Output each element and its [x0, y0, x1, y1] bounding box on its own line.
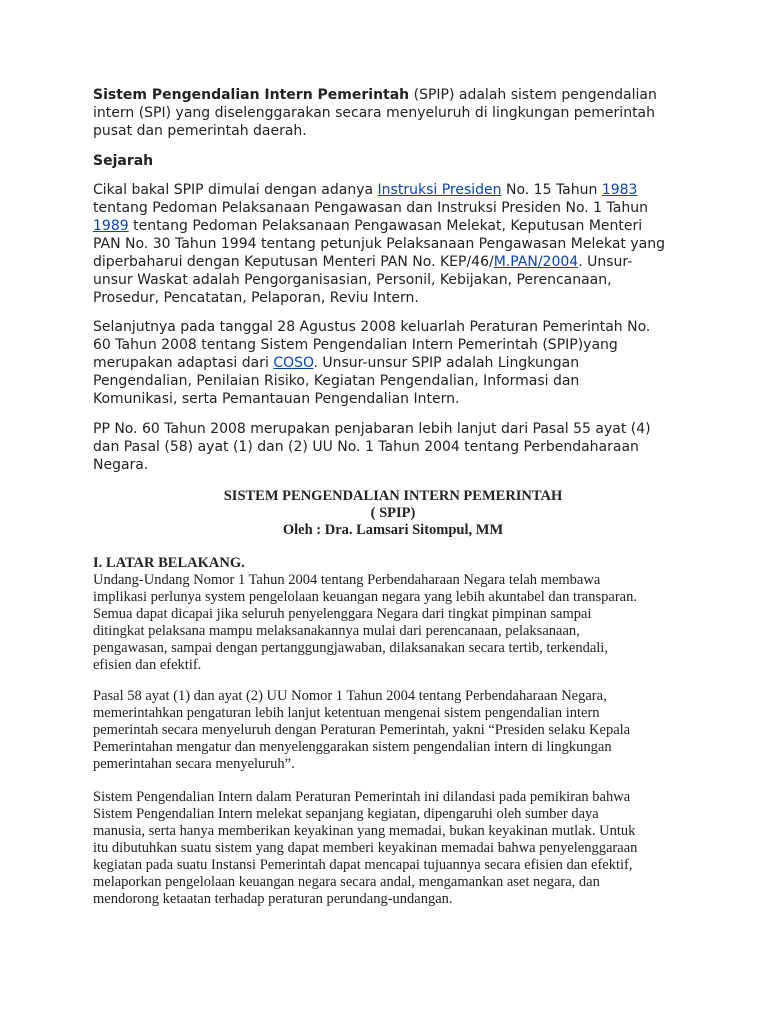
s1-line: efisien dan efektif.: [93, 657, 202, 673]
link-1989[interactable]: 1989: [93, 218, 129, 234]
p3-line-3: Negara.: [93, 457, 149, 473]
link-coso[interactable]: COSO: [273, 355, 314, 371]
p1-line-1: Cikal bakal SPIP dimulai dengan adanya Instruksi Presiden No. 15 Tahun 1983: [93, 182, 638, 198]
intro-line-1: Sistem Pengendalian Intern Pemerintah (SPIP) adalah sistem pengendalian: [93, 87, 657, 103]
latar-paragraph-1: [93, 572, 693, 674]
s3-line: Sistem Pengendalian Intern dalam Peraturan Pemerintah ini dilandasi pada pemikiran bahwa: [93, 789, 631, 805]
p3-line-2: dan Pasal (58) ayat (1) dan (2) UU No. 1 Tahun 2004 tentang Perbendaharaan: [93, 439, 639, 455]
s1-line: implikasi perlunya system pengelolaan keuangan negara yang lebih akuntabel dan transparan.: [93, 589, 637, 605]
s1-line: Semua dapat dicapai jika seluruh penyelenggara Negara dari tingkat pimpinan sampai: [93, 606, 592, 622]
sejarah-paragraph-3: [93, 420, 693, 474]
s1-line: ditingkat pelaksana mampu melaksanakannya mulai dari perencanaan, pelaksanaan,: [93, 623, 580, 639]
p3-line-1: PP No. 60 Tahun 2008 merupakan penjabaran lebih lanjut dari Pasal 55 ayat (4): [93, 421, 651, 437]
p2-line-4: Pengendalian, Penilaian Risiko, Kegiatan Pengendalian, Informasi dan: [93, 373, 580, 389]
section-heading-latar-belakang: I. LATAR BELAKANG.: [93, 555, 245, 571]
link-1983[interactable]: 1983: [601, 182, 638, 198]
sejarah-paragraph-2: [93, 318, 693, 408]
s3-line: melaporkan pengelolaan keuangan negara secara andal, mengamankan aset negara, dan: [93, 874, 600, 890]
p1-line-3: 1989 tentang Pedoman Pelaksanaan Pengawasan Melekat, Keputusan Menteri: [93, 218, 643, 234]
s3-line: mendorong ketaatan terhadap peraturan perundang-undangan.: [93, 891, 453, 907]
sejarah-paragraph-1: [93, 181, 693, 307]
intro-line-2: intern (SPI) yang diselenggarakan secara menyeluruh di lingkungan pemerintah: [93, 105, 656, 121]
p2-line-1: Selanjutnya pada tanggal 28 Agustus 2008 keluarlah Peraturan Pemerintah No.: [93, 319, 651, 335]
intro-lead-term: Sistem Pengendalian Intern Pemerintah: [93, 87, 410, 103]
s2-line: Pasal 58 ayat (1) dan ayat (2) UU Nomor 1 Tahun 2004 tentang Perbendaharaan Negara,: [93, 688, 607, 704]
section-heading-sejarah: Sejarah: [93, 153, 154, 169]
article-title: SISTEM PENGENDALIAN INTERN PEMERINTAH: [223, 488, 563, 504]
article-author: Oleh : Dra. Lamsari Sitompul, MM: [282, 522, 504, 538]
s1-line: pengawasan, sampai dengan pertanggungjawaban, dilaksanakan secara tertib, terkendali,: [93, 640, 608, 656]
p1-line-5: diperbaharui dengan Keputusan Menteri PAN No. KEP/46/M.PAN/2004. Unsur-: [93, 254, 633, 270]
s3-line: kegiatan pada suatu Instansi Pemerintah dapat mencapai tujuannya secara efisien dan efektif,: [93, 857, 633, 873]
p1-line-7: Prosedur, Pencatatan, Pelaporan, Reviu Intern.: [93, 290, 419, 306]
p2-line-2: 60 Tahun 2008 tentang Sistem Pengendalian Intern Pemerintah (SPIP)yang: [93, 337, 618, 353]
p1-line-4: PAN No. 30 Tahun 1994 tentang petunjuk Pelaksanaan Pengawasan Melekat yang: [93, 236, 665, 252]
p1-line-2: tentang Pedoman Pelaksanaan Pengawasan dan Instruksi Presiden No. 1 Tahun: [93, 200, 648, 216]
p2-line-3: merupakan adaptasi dari COSO. Unsur-unsur SPIP adalah Lingkungan: [93, 355, 580, 371]
s1-line: Undang-Undang Nomor 1 Tahun 2004 tentang Perbendaharaan Negara telah membawa: [93, 572, 601, 588]
link-instruksi-presiden[interactable]: Instruksi Presiden: [377, 182, 502, 198]
article-title-block: [93, 488, 693, 539]
intro-line-3: pusat dan pemerintah daerah.: [93, 123, 307, 139]
latar-paragraph-3: [93, 789, 693, 908]
s3-line: manusia, serta hanya memberikan keyakinan yang memadai, bukan keyakinan mutlak. Untuk: [93, 823, 636, 839]
link-mpan-2004[interactable]: M.PAN/2004: [493, 254, 579, 270]
intro-paragraph: [93, 86, 693, 140]
s2-line: pemerintah secara menyeluruh dengan Peraturan Pemerintah, yakni “Presiden selaku Kepala: [93, 722, 631, 738]
latar-paragraph-2: [93, 688, 693, 773]
p2-line-5: Komunikasi, serta Pemantauan Pengendalian Intern.: [93, 391, 460, 407]
s2-line: Pemerintahan mengatur dan menyelenggarakan sistem pengendalian intern di lingkungan: [93, 739, 612, 755]
p1-line-6: unsur Waskat adalah Pengorganisasian, Personil, Kebijakan, Perencanaan,: [93, 272, 612, 288]
s2-line: pemerintahan secara menyeluruh”.: [93, 756, 295, 772]
s3-line: Sistem Pengendalian Intern melekat sepanjang kegiatan, dipengaruhi oleh sumber daya: [93, 806, 599, 822]
s2-line: memerintahkan pengaturan lebih lanjut ketentuan mengenai sistem pengendalian intern: [93, 705, 600, 721]
article-subtitle: ( SPIP): [370, 505, 416, 521]
s3-line: itu dibutuhkan suatu sistem yang dapat memberi keyakinan memadai bahwa penyelenggaraan: [93, 840, 638, 856]
